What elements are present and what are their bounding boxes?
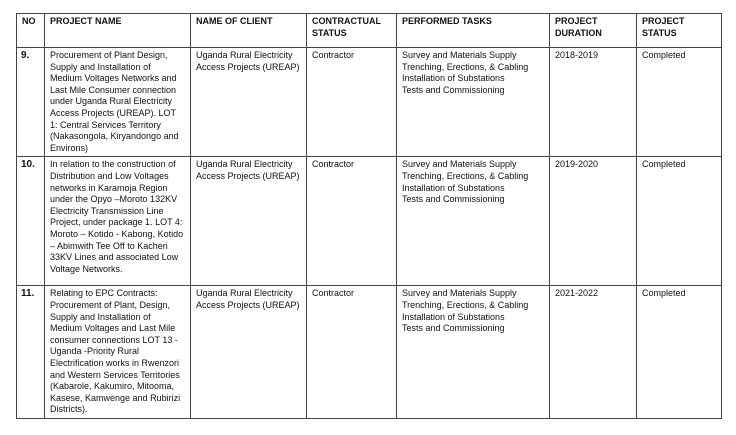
document-page (16, 13, 721, 419)
header-client: NAME OF CLIENT (191, 14, 307, 48)
project-name-cell: In relation to the construction of Distribution and Low Voltages networks in Karamoja Region under the Opyo –Moroto 132KV Electricity Transmission Line Project, under package 1. LOT 4: Moroto – Kotido - Kabong, Kotido – Abimwith Tee Off to Kacheri 33KV Lines and associated Low Voltage Networks. (45, 157, 191, 286)
task-item: Installation of Substations (402, 182, 505, 193)
contractual-status-cell: Contractor (307, 48, 397, 157)
task-item: Tests and Commissioning (402, 194, 505, 205)
contractual-status-cell: Contractor (307, 286, 397, 419)
task-item: Survey and Materials Supply (402, 50, 517, 60)
header-contractual-status: CONTRACTUAL STATUS (307, 14, 397, 48)
duration-cell: 2018-2019 (550, 48, 637, 157)
task-item: Trenching, Erections, & Cabling (402, 170, 529, 181)
duration-cell: 2021-2022 (550, 286, 637, 419)
client-cell: Uganda Rural Electricity Access Projects (UREAP) (191, 286, 307, 419)
header-project-name: PROJECT NAME (45, 14, 191, 48)
task-item: Installation of Substations (402, 311, 505, 322)
contractual-status-cell: Contractor (307, 157, 397, 286)
table-row (17, 286, 722, 419)
task-item: Survey and Materials Supply (402, 288, 517, 299)
task-item: Trenching, Erections, & Cabling (402, 61, 529, 72)
table-row (17, 48, 722, 157)
task-item: Tests and Commissioning (402, 84, 505, 95)
row-number: 9. (17, 48, 45, 157)
table-row (17, 157, 722, 286)
performed-tasks-cell (397, 48, 550, 157)
table-header-row (17, 14, 722, 48)
header-project-status: PROJECT STATUS (637, 14, 722, 48)
task-item: Installation of Substations (402, 73, 505, 84)
status-cell: Completed (637, 286, 722, 419)
performed-tasks-cell (397, 157, 550, 286)
task-item: Trenching, Erections, & Cabling (402, 299, 529, 310)
client-cell: Uganda Rural Electricity Access Projects (UREAP) (191, 48, 307, 157)
status-cell: Completed (637, 48, 722, 157)
row-number: 10. (17, 157, 45, 286)
row-number: 11. (17, 286, 45, 419)
performed-tasks-cell (397, 286, 550, 419)
task-item: Tests and Commissioning (402, 323, 505, 334)
header-project-duration: PROJECT DURATION (550, 14, 637, 48)
project-name-cell: Relating to EPC Contracts: Procurement of Plant, Design, Supply and Installation of Medium Voltages and Last Mile consumer connections LOT 13 - Uganda -Priority Rural Electrification works in Rwenzori and Western Services Territories (Kabarole, Kakumiro, Mitooma, Kasese, Kamwenge and Rubirizi Districts). (45, 286, 191, 419)
client-cell: Uganda Rural Electricity Access Projects (UREAP) (191, 157, 307, 286)
header-performed-tasks: PERFORMED TASKS (397, 14, 550, 48)
task-item: Survey and Materials Supply (402, 159, 517, 170)
header-no: NO (17, 14, 45, 48)
projects-table (16, 13, 722, 419)
status-cell: Completed (637, 157, 722, 286)
project-name-cell: Procurement of Plant Design, Supply and Installation of Medium Voltages Networks and Last Mile Consumer connection under Uganda Rural Electricity Access Projects (UREAP). LOT 1: Central Services Territory (Nakasongola, Kiryandongo and Environs) (45, 48, 191, 157)
duration-cell: 2019-2020 (550, 157, 637, 286)
